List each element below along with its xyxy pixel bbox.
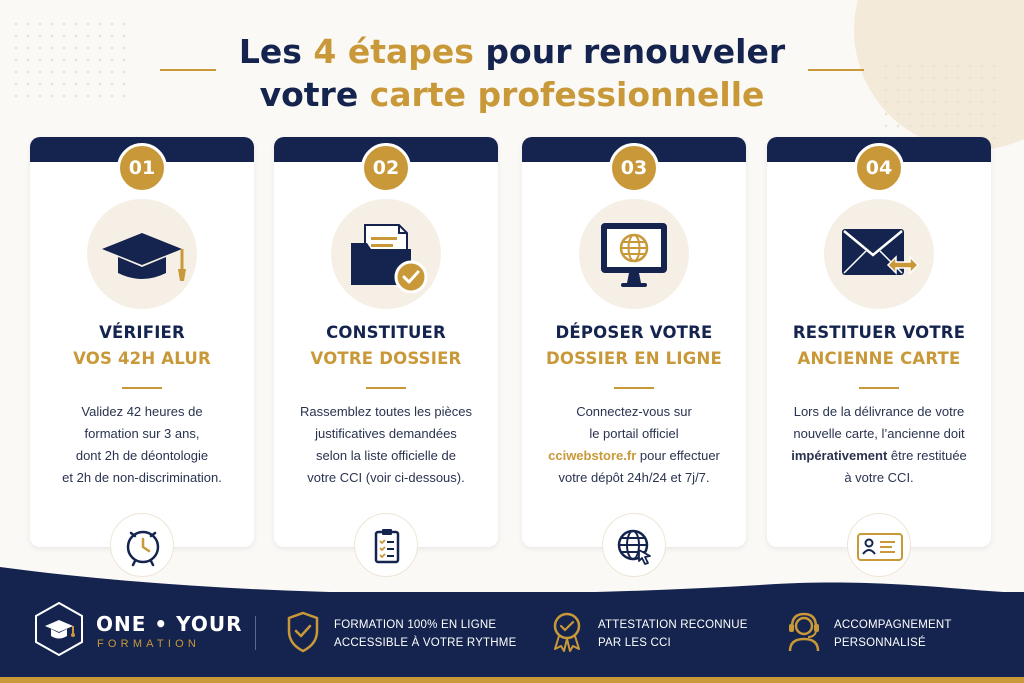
logo-graduation-hexagon-icon (33, 600, 85, 658)
footer-separator (255, 616, 256, 650)
shield-check-icon (284, 609, 322, 655)
step-subheading: VOS 42H ALUR (73, 349, 211, 368)
cciwebstore-link[interactable]: cciwebstore.fr (548, 448, 637, 463)
brand-name: ONE • YOUR (96, 612, 243, 636)
page-title: Les 4 étapes pour renouveler votre carte professionnelle (238, 32, 786, 114)
step-description: Rassemblez toutes les pièces justificatives demandées selon la liste officielle de votre CCI (voir ci-dessous). (300, 404, 472, 485)
graduation-cap-icon (87, 199, 197, 309)
step-card-2 (274, 137, 498, 547)
envelope-arrows-icon (824, 199, 934, 309)
award-ribbon-icon (548, 609, 586, 655)
feature-online-training: FORMATION 100% EN LIGNE ACCESSIBLE À VOTRE RYTHME (334, 619, 517, 649)
step-number: 03 (609, 143, 659, 193)
feature-personal-support: ACCOMPAGNEMENT PERSONNALISÉ (834, 619, 952, 649)
step-description: Lors de la délivrance de votre nouvelle carte, l’ancienne doit impérativement être restituée à votre CCI. (791, 404, 967, 485)
step-heading: CONSTITUER (326, 323, 446, 342)
step-subheading: DOSSIER EN LIGNE (546, 349, 722, 368)
step-number: 01 (117, 143, 167, 193)
step-heading: VÉRIFIER (99, 323, 185, 342)
step-subheading: VOTRE DOSSIER (310, 349, 462, 368)
step-number: 04 (854, 143, 904, 193)
divider (614, 387, 654, 389)
divider (859, 387, 899, 389)
step-card-4 (767, 137, 991, 547)
computer-globe-icon (579, 199, 689, 309)
step-description: Connectez-vous sur le portail officiel cciwebstore.fr pour effectuer votre dépôt 24h/24 et 7j/7. (548, 404, 720, 485)
step-heading: DÉPOSER VOTRE (555, 323, 713, 342)
step-card-1 (30, 137, 254, 547)
folder-check-icon (331, 199, 441, 309)
step-card-3 (522, 137, 746, 547)
title-decor-line-right (808, 69, 864, 71)
headset-person-icon (784, 609, 824, 655)
footer-gold-strip (0, 677, 1024, 683)
step-description: Validez 42 heures de formation sur 3 ans, dont 2h de déontologie et 2h de non-discrimination. (62, 404, 222, 485)
feature-certified-attestation: ATTESTATION RECONNUE PAR LES CCI (598, 619, 748, 649)
brand-subtitle: FORMATION (97, 638, 200, 650)
title-decor-line-left (160, 69, 216, 71)
divider (122, 387, 162, 389)
step-heading: RESTITUER VOTRE (792, 323, 966, 342)
footer-wave (0, 555, 1024, 595)
step-subheading: ANCIENNE CARTE (797, 349, 961, 368)
divider (366, 387, 406, 389)
step-number: 02 (361, 143, 411, 193)
